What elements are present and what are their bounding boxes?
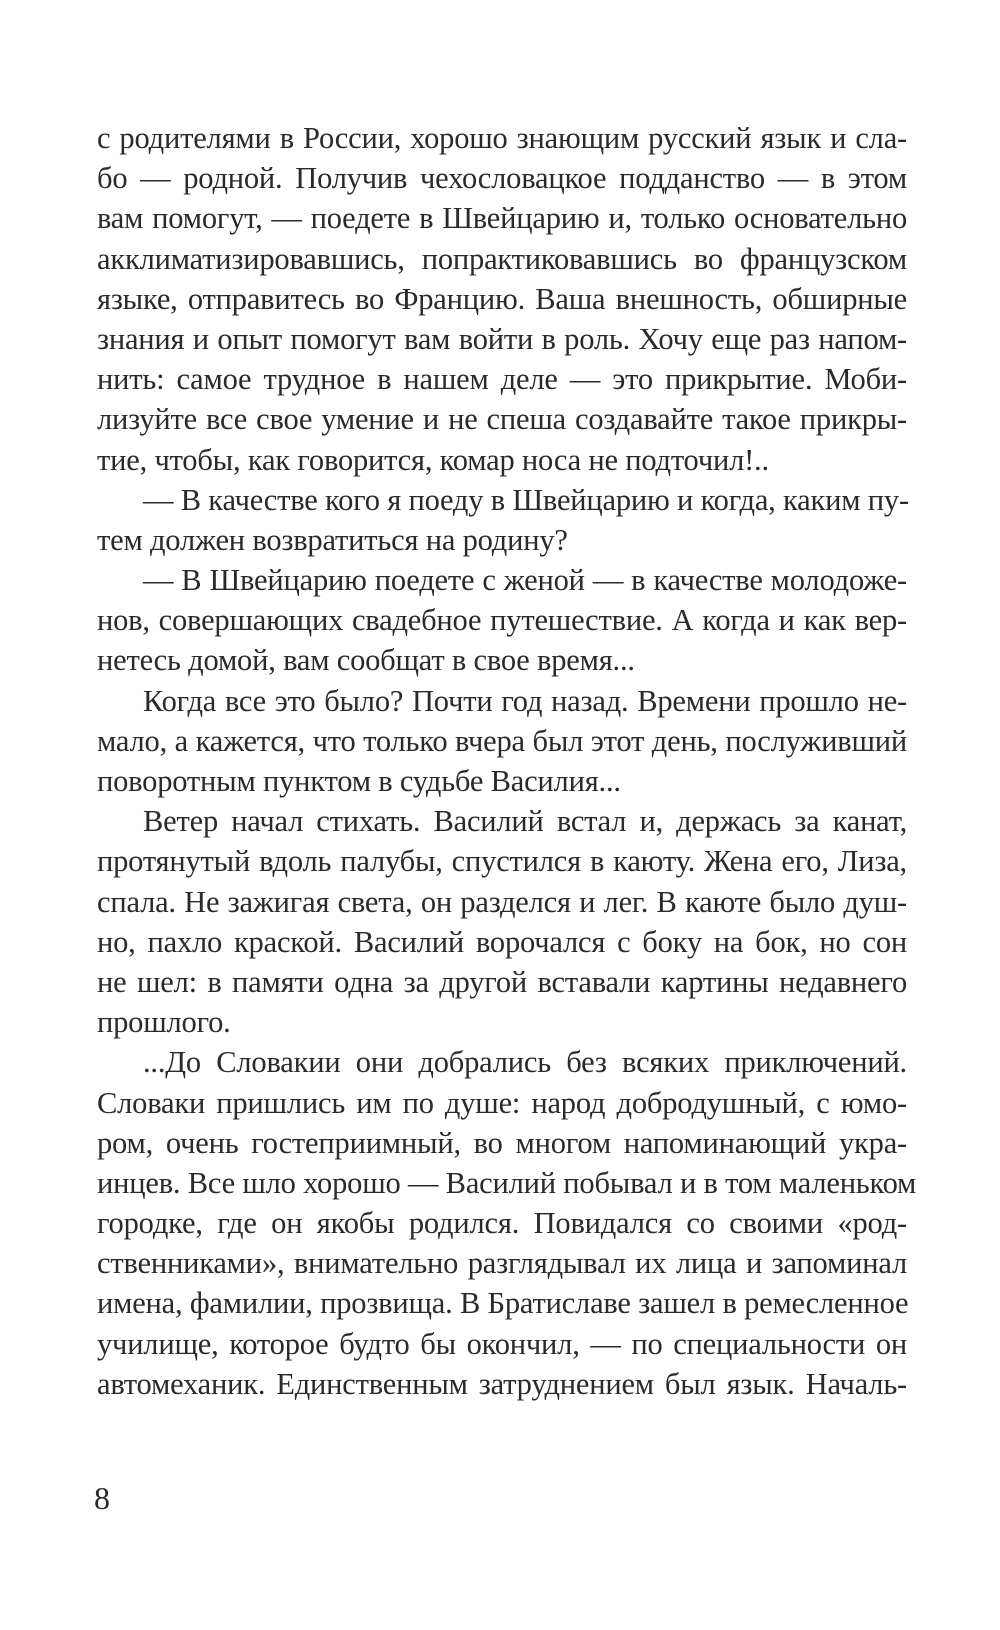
text-line: протянутый вдоль палубы, спустился в каюту. Жена его, Лиза, xyxy=(97,844,907,879)
text-line: — В качестве кого я поеду в Швейцарию и когда, каким пу- xyxy=(143,482,909,517)
text-line: нов, совершающих свадебное путешествие. А когда и как вер- xyxy=(97,603,907,638)
text-line: вам помогут, — поедете в Швейцарию и, только основательно xyxy=(97,201,907,236)
text-line: — В Швейцарию поедете с женой — в качестве молодоже- xyxy=(143,563,907,598)
text-line: Ветер начал стихать. Василий встал и, держась за канат, xyxy=(143,804,907,839)
text-line: лизуйте все свое умение и не спеша создавайте такое прикры- xyxy=(97,402,907,437)
text-line: не шел: в памяти одна за другой вставали картины недавнего xyxy=(97,964,907,999)
text-line: бо — родной. Получив чехословацкое подданство — в этом xyxy=(97,161,907,196)
text-line: знания и опыт помогут вам войти в роль. Хочу еще раз напом- xyxy=(97,321,907,356)
text-line: но, пахло краской. Василий ворочался с боку на бок, но сон xyxy=(97,924,907,959)
text-line: тие, чтобы, как говорится, комар носа не подточил!.. xyxy=(97,442,769,477)
text-line: прошлого. xyxy=(97,1005,231,1040)
text-line: нить: самое трудное в нашем деле — это прикрытие. Моби- xyxy=(97,362,907,397)
text-line: акклиматизировавшись, попрактиковавшись во французском xyxy=(97,241,907,276)
body-text xyxy=(97,118,917,1404)
text-line: Словаки пришлись им по душе: народ добродушный, с юмо- xyxy=(97,1085,907,1120)
text-line: с родителями в России, хорошо знающим русский язык и сла- xyxy=(97,121,907,155)
text-line: автомеханик. Единственным затруднением был язык. Началь- xyxy=(97,1366,907,1401)
text-line: ственниками», внимательно разглядывал их лица и запоминал xyxy=(97,1246,907,1281)
text-line: ...До Словакии они добрались без всяких приключений. xyxy=(143,1045,907,1080)
text-line: языке, отправитесь во Францию. Ваша внешность, обширные xyxy=(97,281,907,316)
text-line: мало, а кажется, что только вчера был этот день, послуживший xyxy=(97,723,907,758)
text-line: имена, фамилии, прозвища. В Братиславе зашел в ремесленное xyxy=(97,1286,909,1321)
text-line: ром, очень гостеприимный, во многом напоминающий укра- xyxy=(97,1125,907,1160)
text-line: училище, которое будто бы окончил, — по специальности он xyxy=(97,1326,907,1361)
text-line: поворотным пунктом в судьбе Василия... xyxy=(97,764,621,798)
text-line: городке, где он якобы родился. Повидался со своими «род- xyxy=(97,1206,907,1241)
text-line: инцев. Все шло хорошо — Василий побывал и в том маленьком xyxy=(97,1165,917,1200)
text-line: нетесь домой, вам сообщат в свое время... xyxy=(97,643,635,678)
page-number: 8 xyxy=(94,1480,110,1516)
text-line: спала. Не зажигая света, он разделся и лег. В каюте было душ- xyxy=(97,884,907,919)
text-line: тем должен возвратиться на родину? xyxy=(97,522,568,557)
text-line: Когда все это было? Почти год назад. Времени прошло не- xyxy=(143,683,907,718)
